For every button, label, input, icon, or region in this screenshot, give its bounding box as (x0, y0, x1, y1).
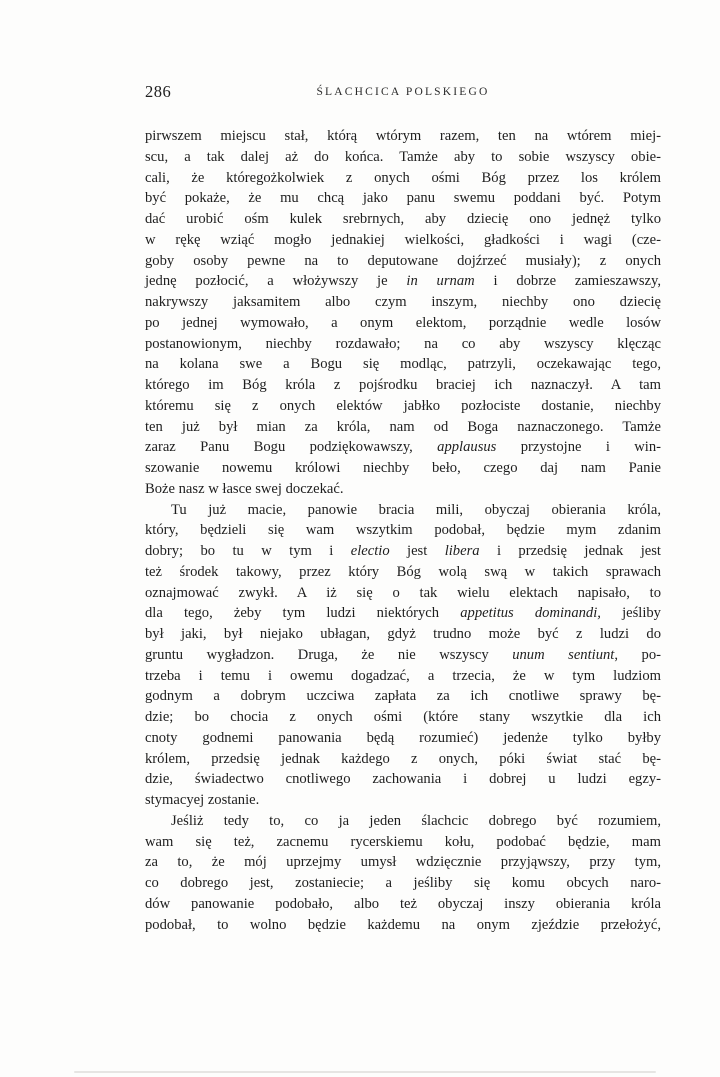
text-line: królem, przedsię jednak każdego z onych, póki świat stać bę- (145, 750, 661, 767)
text-line: w rękę wziąć mogło jednakiej wielkości, gładkości i wagi (cze- (145, 231, 661, 248)
text-line: po jednej wymowało, a onym elektom, porządnie wedle losów (145, 314, 661, 331)
text-line: oznajmować zwykł. A iż się o tak wielu elektach napisało, to (145, 584, 661, 601)
page-number: 286 (145, 82, 172, 101)
running-title: ŚLACHCICA POLSKIEGO (316, 86, 490, 98)
text-line: postanowionym, niechby rozdawało; na co aby wszyscy klęcząc (145, 335, 661, 352)
text-line: gruntu wygładzon. Druga, że nie wszyscy unum sentiunt, po- (145, 646, 661, 663)
text-line: dać urobić ośm kulek srebrnych, aby dziecię ono jednęż tylko (145, 211, 661, 227)
text-line: Jeśliż tedy to, co ja jeden ślachcic dobrego być rozumiem, (171, 812, 661, 829)
text-line: stymacyej zostanie. (145, 792, 260, 808)
text-line: godnym a dobrym uczciwa zapłata za ich cnotliwe sprawy bę- (145, 688, 661, 705)
text-line: na kolana swe a Bogu się modląc, patrzyli, oczekawając tego, (145, 356, 661, 373)
text-line: jednę pozłocić, a włożywszy je in urnam i dobrze zamieszawszy, (145, 273, 662, 290)
text-line: co dobrego jest, zostaniecie; a jeśliby się komu obcych naro- (145, 875, 661, 891)
text-line: goby osoby pewne na to deputowane dojźrzeć musiały); z onych (145, 252, 661, 269)
text-line: którego im Bóg króla z pojśrodku braciej ich naznaczył. A tam (145, 377, 661, 393)
paragraph (145, 126, 661, 500)
paragraph (145, 811, 661, 936)
text-line: też środek takowy, przez który Bóg wolą swą w takich sprawach (145, 563, 661, 580)
text-line: trzeba i temu i owemu dogadzać, a trzecia, że w tym ludziom (145, 667, 661, 684)
text-line: który, będzieli się wam wszytkim podobał, będzie mym zdanim (145, 522, 661, 539)
text-line: dla tego, żeby tym ludzi niektórych appetitus dominandi, jeśliby (145, 605, 661, 622)
paragraph (145, 500, 661, 811)
text-line: podobał, to wolno będzie każdemu na onym zjeździe przełożyć, (145, 916, 661, 933)
text-line: pirwszem miejscu stał, którą wtórym razem, ten na wtórem miej- (145, 128, 661, 144)
text-line: Boże nasz w łasce swej doczekać. (145, 480, 344, 497)
text-line: Tu już macie, panowie bracia mili, obyczaj obierania króla, (171, 501, 661, 518)
text-line: zaraz Panu Bogu podziękowawszy, applausus przystojne i win- (145, 439, 661, 456)
text-line: za to, że mój uprzejmy umysł wdzięcznie przyjąwszy, przy tym, (145, 854, 661, 871)
text-line: ten już był mian za króla, nam od Boga naznaczonego. Tamże (145, 418, 661, 435)
text-line: dzie; bo chocia z onych ośmi (które stany wszytkie dla ich (145, 709, 661, 725)
text-line: dobry; bo tu w tym i electio jest libera i przedsię jednak jest (145, 543, 661, 559)
text-line: dów panowanie podobało, albo też obyczaj inszy obierania króla (145, 895, 661, 912)
text-line: cnoty godnemi panowania będą rozumieć) jedenże tylko byłby (145, 729, 661, 746)
text-line: któremu się z onych elektów jabłko pozłociste dostanie, niechby (145, 397, 661, 414)
text-line: scu, a tak dalej aż do końca. Tamże aby to sobie wszyscy obie- (145, 148, 661, 165)
text-line: być pokaże, że mu chcą jako panu swemu poddani być. Potym (145, 190, 661, 207)
scan-edge-artifact (74, 1071, 656, 1073)
text-line: był jaki, był niejako ubłagan, gdyż trudno może być z ludzi do (145, 626, 661, 642)
text-line: nakrywszy jaksamitem albo czym inszym, niechby ono dziecię (145, 294, 661, 310)
text-line: cali, że któregożkolwiek z onych ośmi Bóg przez los królem (145, 169, 661, 186)
text-line: wam się też, zacnemu rycerskiemu kołu, podobać będzie, mam (145, 833, 661, 850)
text-line: szowanie nowemu królowi niechby beło, czego daj nam Panie (145, 460, 661, 476)
page-text (145, 126, 661, 935)
text-line: dzie, świadectwo cnotliwego zachowania i dobrej u ludzi egzy- (145, 771, 661, 788)
page-header (145, 82, 661, 104)
